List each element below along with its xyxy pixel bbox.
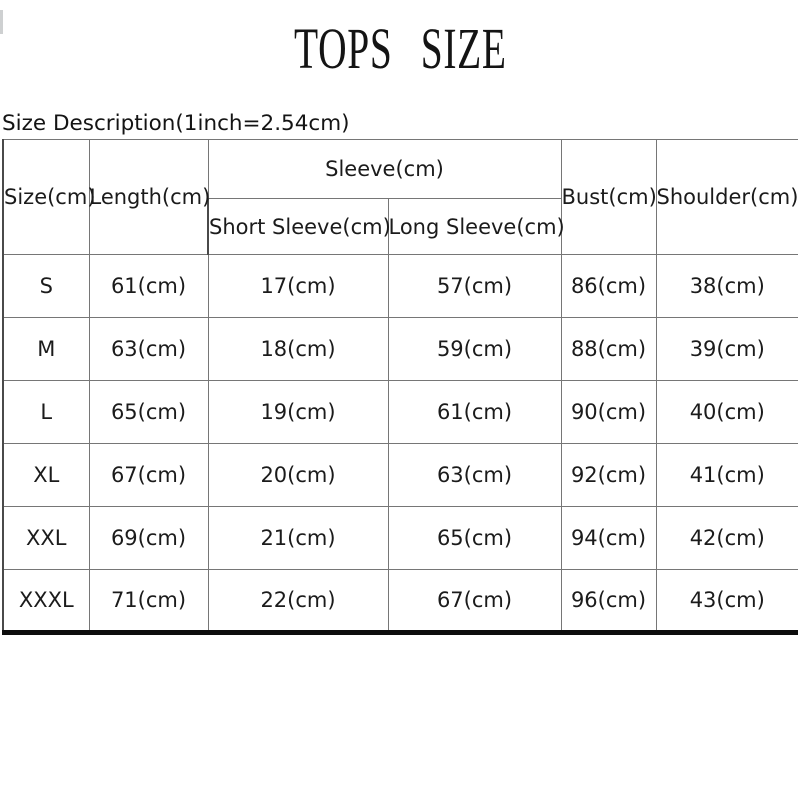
table-row-s <box>3 255 798 318</box>
short-sleeve-cell: 18(cm) <box>208 318 388 381</box>
long-sleeve-cell: 63(cm) <box>388 444 561 507</box>
length-cell: 63(cm) <box>89 318 208 381</box>
bust-cell: 92(cm) <box>561 444 656 507</box>
long-sleeve-cell: 65(cm) <box>388 507 561 570</box>
size-cell: XL <box>3 444 89 507</box>
short-sleeve-cell: 22(cm) <box>208 570 388 633</box>
short-sleeve-cell: 21(cm) <box>208 507 388 570</box>
table-row-l <box>3 381 798 444</box>
table-row-xxl <box>3 507 798 570</box>
header-bust: Bust(cm) <box>561 140 656 255</box>
table-row-xxxl <box>3 570 798 633</box>
size-description-label: Size Description(1inch=2.54cm) <box>2 111 350 136</box>
table-header <box>3 140 798 255</box>
long-sleeve-cell: 61(cm) <box>388 381 561 444</box>
length-cell: 67(cm) <box>89 444 208 507</box>
short-sleeve-cell: 17(cm) <box>208 255 388 318</box>
table-body <box>3 255 798 633</box>
shoulder-cell: 41(cm) <box>656 444 798 507</box>
bust-cell: 88(cm) <box>561 318 656 381</box>
shoulder-cell: 40(cm) <box>656 381 798 444</box>
size-cell: XXXL <box>3 570 89 633</box>
bust-cell: 94(cm) <box>561 507 656 570</box>
size-cell: XXL <box>3 507 89 570</box>
size-chart-table <box>2 139 798 635</box>
long-sleeve-cell: 67(cm) <box>388 570 561 633</box>
size-cell: S <box>3 255 89 318</box>
header-shoulder: Shoulder(cm) <box>656 140 798 255</box>
shoulder-cell: 42(cm) <box>656 507 798 570</box>
header-row-1 <box>3 140 798 199</box>
page-title <box>0 16 800 81</box>
header-short-sleeve: Short Sleeve(cm) <box>208 199 388 255</box>
header-sleeve-group: Sleeve(cm) <box>208 140 561 199</box>
header-length: Length(cm) <box>89 140 208 255</box>
page-title-text: TOPS SIZE <box>293 16 507 81</box>
short-sleeve-cell: 20(cm) <box>208 444 388 507</box>
table-row-xl <box>3 444 798 507</box>
shoulder-cell: 39(cm) <box>656 318 798 381</box>
shoulder-cell: 43(cm) <box>656 570 798 633</box>
bust-cell: 90(cm) <box>561 381 656 444</box>
length-cell: 65(cm) <box>89 381 208 444</box>
table-row-m <box>3 318 798 381</box>
size-cell: M <box>3 318 89 381</box>
length-cell: 61(cm) <box>89 255 208 318</box>
header-size: Size(cm) <box>3 140 89 255</box>
long-sleeve-cell: 59(cm) <box>388 318 561 381</box>
bust-cell: 86(cm) <box>561 255 656 318</box>
length-cell: 71(cm) <box>89 570 208 633</box>
length-cell: 69(cm) <box>89 507 208 570</box>
header-long-sleeve: Long Sleeve(cm) <box>388 199 561 255</box>
long-sleeve-cell: 57(cm) <box>388 255 561 318</box>
shoulder-cell: 38(cm) <box>656 255 798 318</box>
bust-cell: 96(cm) <box>561 570 656 633</box>
size-cell: L <box>3 381 89 444</box>
short-sleeve-cell: 19(cm) <box>208 381 388 444</box>
